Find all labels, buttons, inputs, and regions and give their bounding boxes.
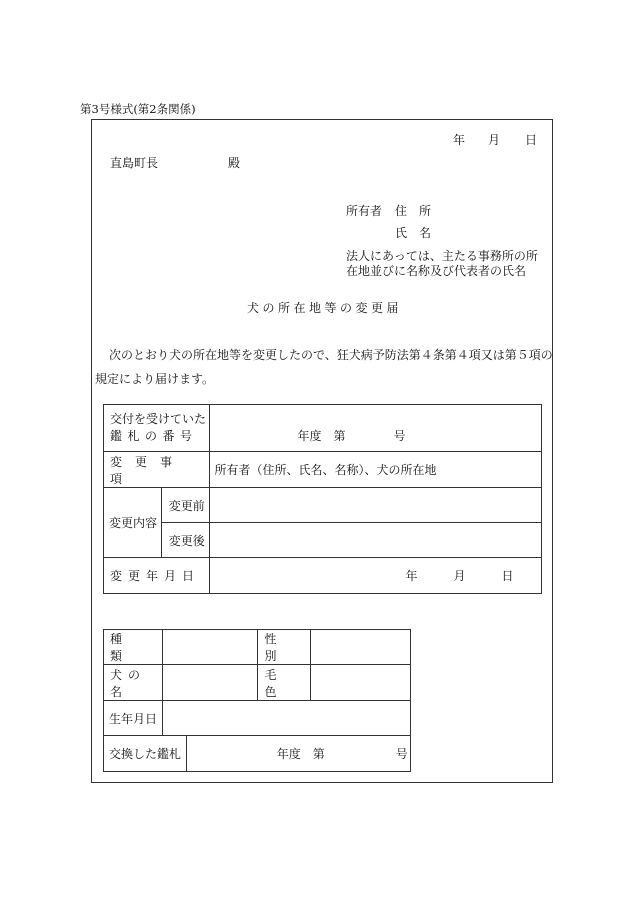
kind-label-cell	[104, 630, 163, 665]
before-value-cell[interactable]	[209, 488, 541, 523]
owner-address-label: 住 所	[395, 204, 432, 218]
kind-label: 種類	[110, 632, 142, 663]
change-date-label: 変更年月日	[110, 569, 201, 583]
coat-color-value-cell[interactable]	[311, 665, 411, 701]
change-content-label: 変更内容	[109, 516, 158, 530]
dog-name-label-cell	[104, 665, 163, 701]
birth-date-label-cell	[104, 701, 163, 736]
new-tag-value-no: 号	[395, 746, 408, 761]
tag-number-value-cell[interactable]	[209, 405, 541, 452]
owner-note-line2: 在地並びに名称及び代表者の氏名	[346, 264, 527, 278]
tag-number-label-line2: 鑑札の番号	[110, 429, 198, 443]
before-label: 変更前	[168, 498, 205, 513]
change-content-label-cell	[104, 488, 162, 558]
tag-number-value: 年度 第 号	[297, 428, 406, 443]
change-date-value: 年 月 日	[405, 569, 514, 583]
addressee-honorific: 殿	[228, 156, 241, 170]
change-date-label-cell	[104, 558, 210, 594]
addressee-title: 直島町長	[110, 156, 159, 170]
new-tag-label-cell	[104, 736, 187, 772]
sex-value-cell[interactable]	[311, 630, 411, 665]
body-text-line2: 規定により届けます。	[95, 372, 215, 386]
coat-color-label-cell	[258, 665, 311, 701]
new-tag-value-year: 年度 第	[276, 746, 325, 761]
after-label: 変更後	[168, 533, 205, 548]
coat-color-label: 毛色	[264, 667, 295, 699]
change-details-table	[103, 404, 542, 594]
change-item-label-cell	[104, 452, 210, 488]
birth-date-label: 生年月日	[109, 711, 158, 726]
change-item-label: 変更事項	[110, 454, 186, 486]
date-month: 月	[488, 133, 501, 147]
after-value-cell[interactable]	[209, 523, 541, 558]
tag-number-label-cell	[104, 405, 210, 452]
owner-label: 所有者	[346, 204, 383, 218]
owner-note-line1: 法人にあっては、主たる事務所の所	[346, 249, 538, 263]
birth-date-value-cell[interactable]	[162, 701, 410, 736]
owner-name-label: 氏 名	[395, 226, 432, 240]
change-item-value-cell[interactable]	[209, 452, 541, 488]
date-year: 年	[453, 133, 466, 147]
kind-value-cell[interactable]	[162, 630, 258, 665]
sex-label: 性別	[264, 632, 295, 663]
after-label-cell	[161, 523, 209, 558]
new-tag-label: 交換した鑑札	[109, 747, 182, 761]
body-text-line1: 次のとおり犬の所在地等を変更したので、狂犬病予防法第４条第４項又は第５項の	[109, 348, 553, 362]
before-label-cell	[161, 488, 209, 523]
dog-name-label: 犬の名	[110, 667, 147, 699]
tag-number-label-line1: 交付を受けていた	[110, 412, 207, 426]
date-day: 日	[525, 133, 538, 147]
new-tag-value-cell[interactable]	[186, 736, 410, 772]
form-title: 犬の所在地等の変更届	[247, 301, 403, 315]
change-date-value-cell[interactable]	[209, 558, 541, 594]
sex-label-cell	[258, 630, 311, 665]
dog-info-table	[103, 629, 411, 772]
form-number: 第3号様式(第2条関係)	[80, 102, 196, 116]
dog-name-value-cell[interactable]	[162, 665, 258, 701]
change-item-value: 所有者（住所、氏名、名称）、犬の所在地	[214, 463, 437, 477]
